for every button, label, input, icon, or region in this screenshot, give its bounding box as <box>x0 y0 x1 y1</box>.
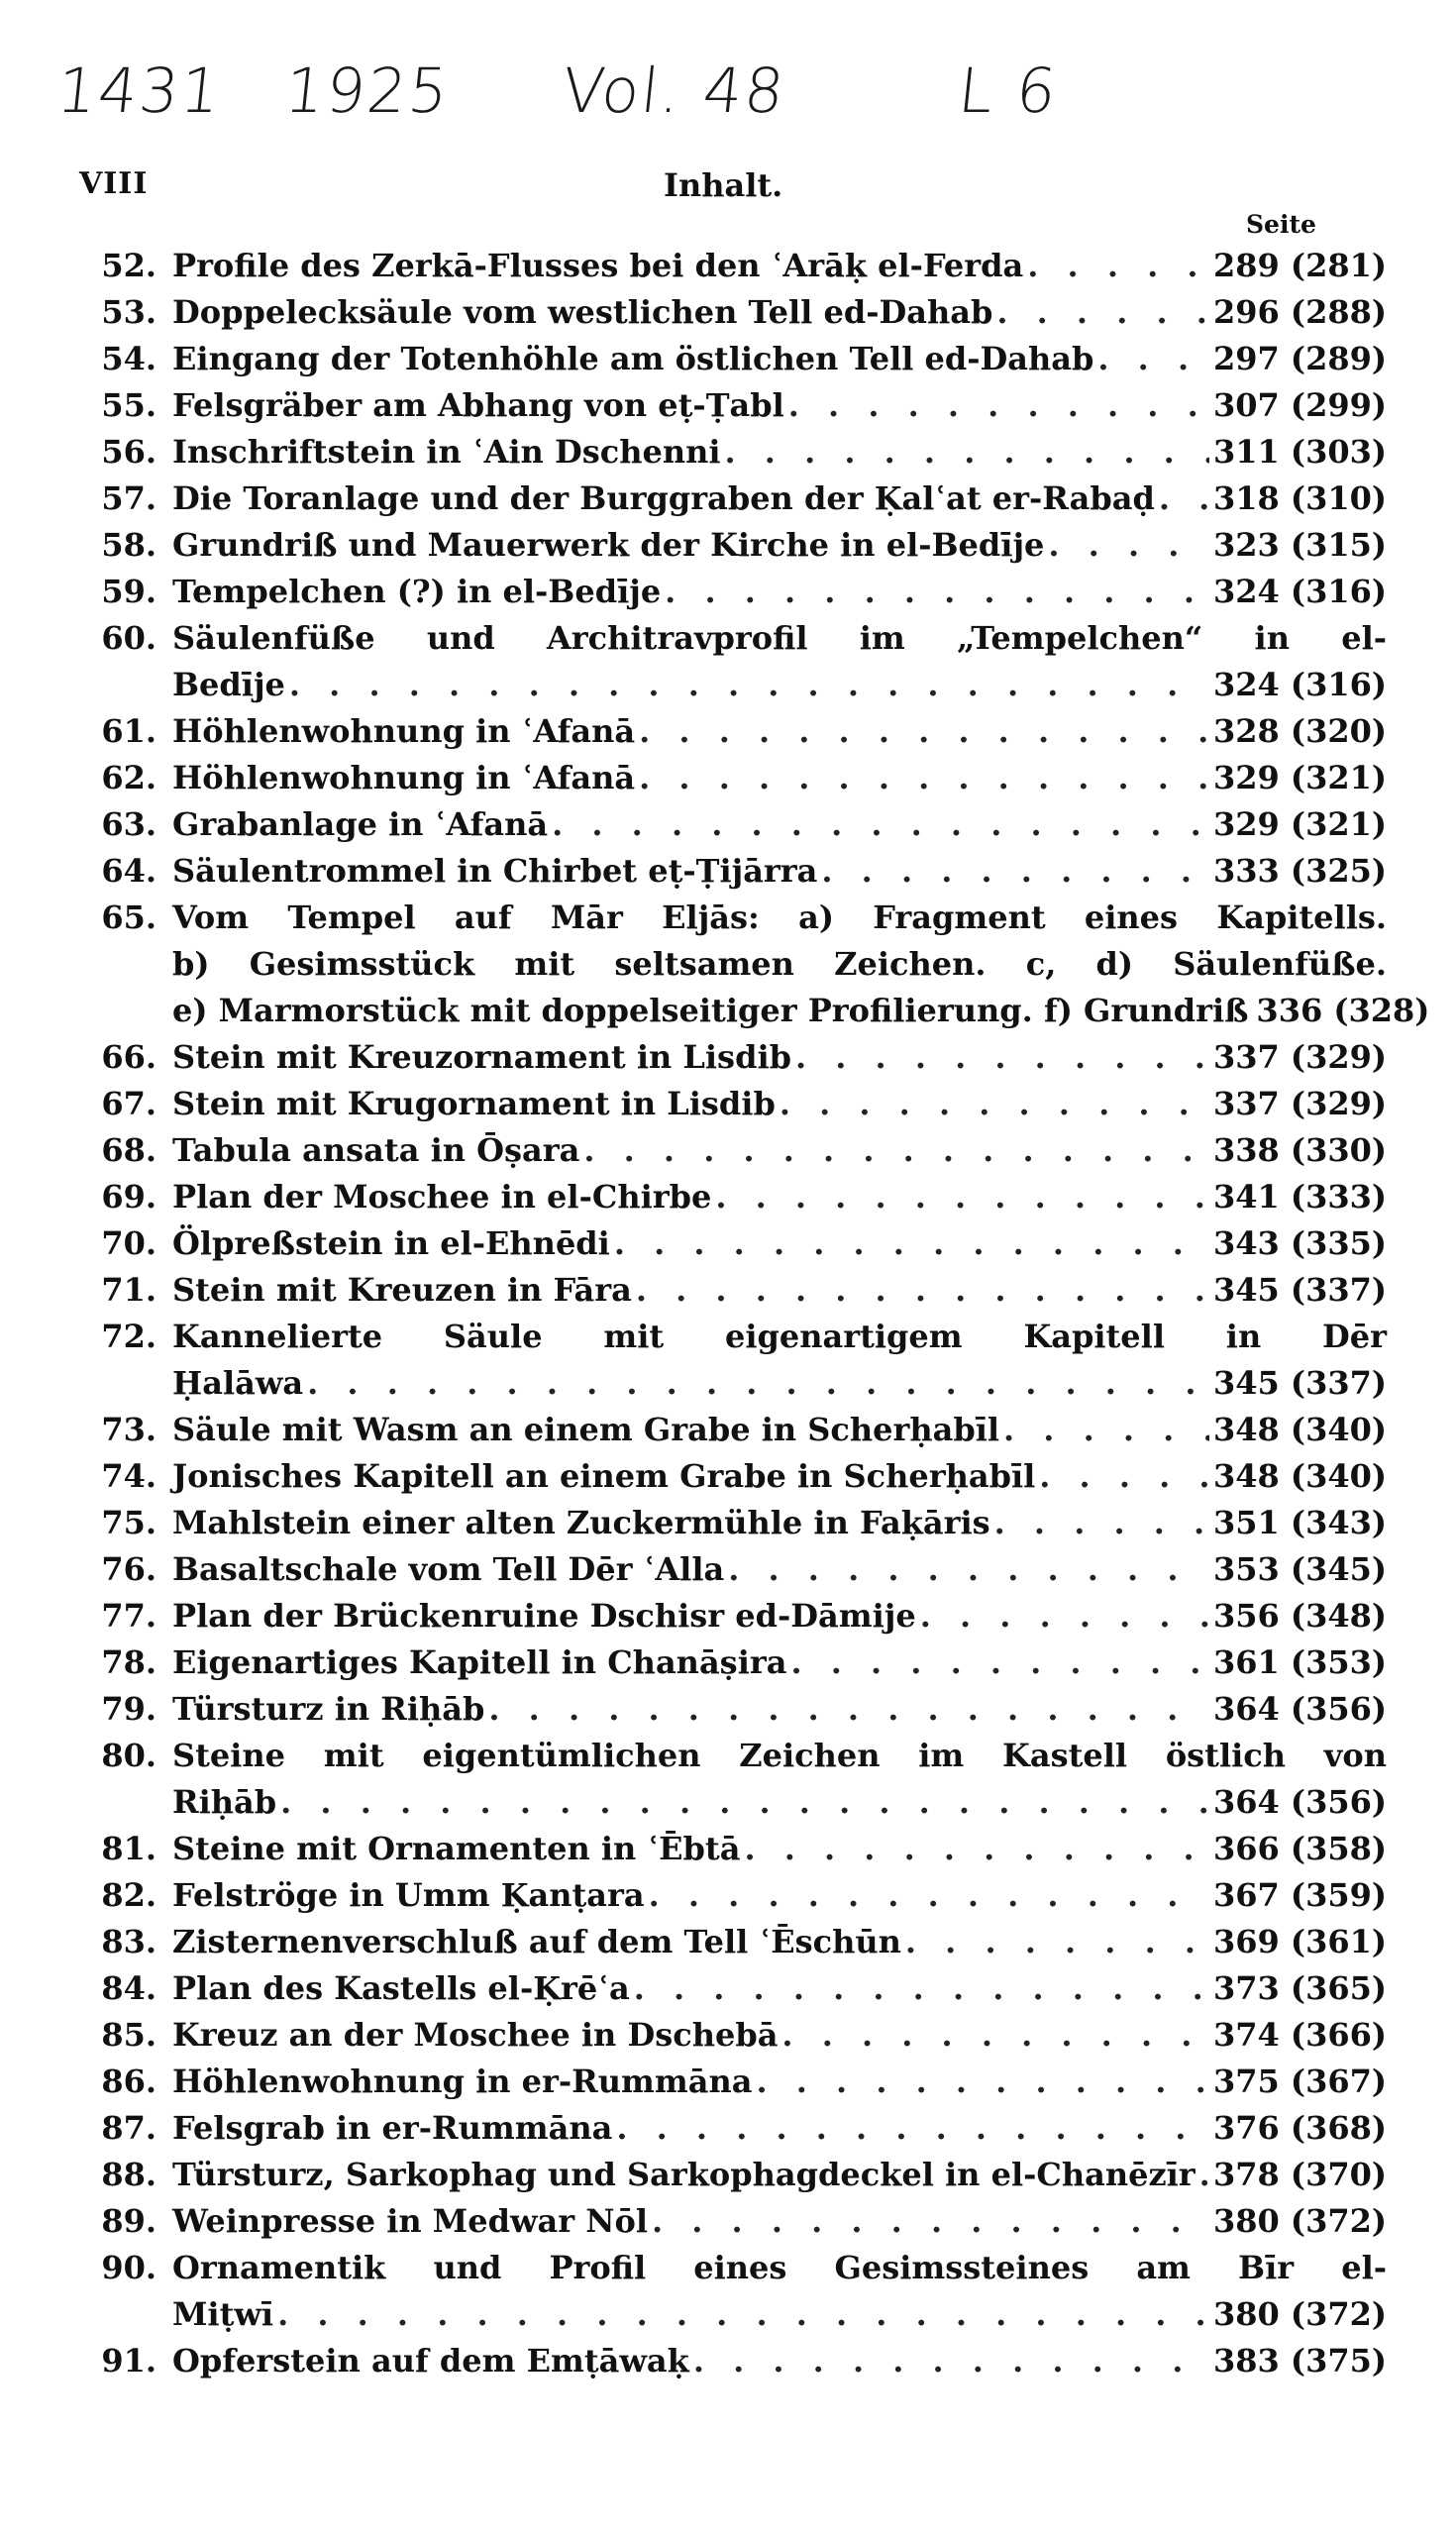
entry-page-ref: 380 (372) <box>1212 2202 1387 2240</box>
dot-leader <box>994 1500 1209 1546</box>
entry-number: 89. <box>101 2202 156 2240</box>
entry-title-line: b) Gesimsstück mit seltsamen Zeichen. c, d) Säulenfüße. <box>172 945 1387 983</box>
entry-number: 78. <box>101 1643 156 1681</box>
list-item <box>69 2059 1387 2105</box>
entry-body <box>172 1500 1387 1546</box>
entry-page-ref: 373 (365) <box>1212 1969 1387 2007</box>
entry-body <box>172 1733 1387 1826</box>
entry-body <box>172 1267 1387 1314</box>
entry-title-line: Steine mit Ornamenten in ʿĒbtā <box>172 1830 741 1867</box>
list-item <box>69 755 1387 801</box>
dot-leader <box>614 1220 1209 1267</box>
entry-title-line: Kreuz an der Moschee in Dschebā <box>172 2016 779 2054</box>
entry-number: 85. <box>101 2016 156 2054</box>
entry-number: 72. <box>101 1318 156 1355</box>
entry-title-line: Höhlenwohnung in ʿAfanā <box>172 712 636 750</box>
dot-leader <box>1027 243 1209 289</box>
dot-leader <box>634 1965 1209 2012</box>
entry-page-ref: 351 (343) <box>1212 1504 1387 1541</box>
entry-title-line: Profile des Zerkā-Flusses bei den ʿArāḳ el-Ferda <box>172 247 1024 284</box>
entry-page-ref: 337 (329) <box>1212 1085 1387 1122</box>
list-item <box>69 2012 1387 2059</box>
entry-body <box>172 2059 1387 2105</box>
dot-leader <box>920 1593 1209 1640</box>
entry-body <box>172 1826 1387 1872</box>
list-item <box>69 1546 1387 1593</box>
entry-number: 53. <box>101 293 156 331</box>
list-item <box>69 2245 1387 2338</box>
dot-leader <box>728 1546 1209 1593</box>
entry-title-line: Grabanlage in ʿAfanā <box>172 805 549 843</box>
list-item <box>69 848 1387 895</box>
entry-page-ref: 324 (316) <box>1212 573 1387 610</box>
entry-title-line: Tabula ansata in Ōṣara <box>172 1131 580 1169</box>
entry-number: 88. <box>101 2156 156 2193</box>
entry-title-line: Zisternenverschluß auf dem Tell ʿĒschūn <box>172 1923 901 1960</box>
entry-page-ref: 345 (337) <box>1212 1364 1387 1402</box>
list-item <box>69 1500 1387 1546</box>
entry-title-line: Felströge in Umm Ḳanṭara <box>172 1876 645 1914</box>
entry-title-line: e) Marmorstück mit doppelseitiger Profilierung. f) Grundriß <box>172 992 1249 1029</box>
entry-body <box>172 1081 1387 1127</box>
dot-leader <box>996 289 1209 336</box>
entry-page-ref: 311 (303) <box>1212 433 1387 471</box>
dot-leader <box>639 755 1209 801</box>
entry-number: 57. <box>101 479 156 517</box>
list-item <box>69 569 1387 615</box>
entry-page-ref: 356 (348) <box>1212 1597 1387 1635</box>
list-item <box>69 2338 1387 2384</box>
dot-leader <box>652 2198 1209 2245</box>
dot-leader <box>1159 476 1209 522</box>
entry-body <box>172 895 1430 1034</box>
entry-page-ref: 364 (356) <box>1212 1690 1387 1728</box>
dot-leader <box>788 382 1209 429</box>
list-item <box>69 2198 1387 2245</box>
dot-leader <box>280 1779 1209 1826</box>
list-item <box>69 2105 1387 2152</box>
list-item <box>69 429 1387 476</box>
entry-page-ref: 380 (372) <box>1212 2295 1387 2333</box>
list-item <box>69 1965 1387 2012</box>
entry-body <box>172 1220 1387 1267</box>
dot-leader <box>616 2105 1209 2152</box>
handwritten-number: 1431 <box>53 54 226 127</box>
entry-number: 83. <box>101 1923 156 1960</box>
entry-number: 64. <box>101 852 156 890</box>
entry-body <box>172 429 1387 476</box>
entry-title-line: Tempelchen (?) in el-Bedīje <box>172 573 662 610</box>
entry-page-ref: 297 (289) <box>1212 340 1387 377</box>
entry-page-ref: 348 (340) <box>1212 1457 1387 1495</box>
list-item <box>69 1407 1387 1453</box>
dot-leader <box>790 1640 1209 1686</box>
entry-page-ref: 366 (358) <box>1212 1830 1387 1867</box>
page-number: VIII <box>79 166 149 201</box>
entry-number: 74. <box>101 1457 156 1495</box>
entry-body <box>172 615 1387 708</box>
entry-page-ref: 323 (315) <box>1212 526 1387 564</box>
list-item <box>69 522 1387 569</box>
entry-body <box>172 2198 1387 2245</box>
entry-number: 82. <box>101 1876 156 1914</box>
entry-number: 66. <box>101 1038 156 1076</box>
entry-body <box>172 848 1387 895</box>
entry-page-ref: 383 (375) <box>1212 2342 1387 2380</box>
dot-leader <box>756 2059 1209 2105</box>
entry-body <box>172 801 1387 848</box>
dot-leader <box>583 1127 1209 1174</box>
entry-title-line: Grundriß und Mauerwerk der Kirche in el-Bedīje <box>172 526 1045 564</box>
dot-leader <box>781 2012 1209 2059</box>
entry-page-ref: 296 (288) <box>1212 293 1387 331</box>
entry-title-line: Stein mit Kreuzornament in Lisdib <box>172 1038 791 1076</box>
entry-body <box>172 1314 1387 1407</box>
entry-number: 65. <box>101 899 156 936</box>
list-item <box>69 615 1387 708</box>
entry-title-line: Vom Tempel auf Mār Eljās: a) Fragment eines Kapitells. <box>172 899 1387 936</box>
list-item <box>69 1267 1387 1314</box>
entry-number: 75. <box>101 1504 156 1541</box>
entry-title-line: Weinpresse in Medwar Nōl <box>172 2202 648 2240</box>
entry-title-line: Bedīje <box>172 666 285 703</box>
dot-leader <box>795 1034 1209 1081</box>
entry-body <box>172 336 1387 382</box>
entry-number: 59. <box>101 573 156 610</box>
dot-leader <box>693 2338 1209 2384</box>
dot-leader <box>1097 336 1209 382</box>
list-item <box>69 1081 1387 1127</box>
entry-title-line: Säule mit Wasm an einem Grabe in Scherḥabīl <box>172 1411 1000 1448</box>
dot-leader <box>552 801 1209 848</box>
entry-title-line: Eingang der Totenhöhle am östlichen Tell ed-Dahab <box>172 340 1094 377</box>
entry-page-ref: 348 (340) <box>1212 1411 1387 1448</box>
dot-leader <box>780 1081 1209 1127</box>
entry-title-line: Basaltschale vom Tell Dēr ʿAlla <box>172 1550 725 1588</box>
list-item <box>69 708 1387 755</box>
entry-page-ref: 329 (321) <box>1212 759 1387 796</box>
list-item <box>69 801 1387 848</box>
entry-title-line: Ölpreßstein in el-Ehnēdi <box>172 1224 610 1262</box>
dot-leader <box>488 1686 1209 1733</box>
entry-body <box>172 1174 1387 1220</box>
entry-title-line: Riḥāb <box>172 1783 277 1821</box>
entry-title-line: Stein mit Kreuzen in Fāra <box>172 1271 632 1309</box>
entry-title-line: Felsgrab in er-Rummāna <box>172 2109 613 2147</box>
list-item <box>69 476 1387 522</box>
list-item <box>69 1872 1387 1919</box>
dot-leader <box>277 2291 1209 2338</box>
entry-body <box>172 708 1387 755</box>
list-item <box>69 336 1387 382</box>
dot-leader <box>307 1360 1209 1407</box>
dot-leader <box>905 1919 1209 1965</box>
entry-body <box>172 1919 1387 1965</box>
entry-body <box>172 2245 1387 2338</box>
entry-page-ref: 367 (359) <box>1212 1876 1387 1914</box>
dot-leader <box>636 1267 1209 1314</box>
entry-page-ref: 343 (335) <box>1212 1224 1387 1262</box>
entry-title-line: Miṭwī <box>172 2295 274 2333</box>
entry-page-ref: 333 (325) <box>1212 852 1387 890</box>
entry-number: 54. <box>101 340 156 377</box>
entry-number: 67. <box>101 1085 156 1122</box>
entry-body <box>172 1127 1387 1174</box>
list-item <box>69 1733 1387 1826</box>
dot-leader <box>665 569 1209 615</box>
dot-leader <box>649 1872 1209 1919</box>
dot-leader <box>821 848 1209 895</box>
list-item <box>69 1127 1387 1174</box>
entry-title-line: Ornamentik und Profil eines Gesimssteines am Bīr el- <box>172 2249 1387 2286</box>
entry-page-ref: 329 (321) <box>1212 805 1387 843</box>
entry-body <box>172 1407 1387 1453</box>
entry-title-line: Eigenartiges Kapitell in Chanāṣira <box>172 1643 787 1681</box>
entry-body <box>172 2152 1387 2198</box>
entry-body <box>172 1872 1387 1919</box>
entry-number: 71. <box>101 1271 156 1309</box>
entry-body <box>172 1593 1387 1640</box>
list-item <box>69 1174 1387 1220</box>
entry-title-line: Jonisches Kapitell an einem Grabe in Scherḥabīl <box>172 1457 1036 1495</box>
dot-leader <box>1199 2152 1209 2198</box>
page-title: Inhalt. <box>664 166 783 204</box>
entry-number: 69. <box>101 1178 156 1216</box>
handwritten-shelfmark: L 6 <box>955 54 1062 127</box>
entry-page-ref: 374 (366) <box>1212 2016 1387 2054</box>
entry-number: 81. <box>101 1830 156 1867</box>
entry-page-ref: 369 (361) <box>1212 1923 1387 1960</box>
entry-body <box>172 1546 1387 1593</box>
entry-page-ref: 289 (281) <box>1212 247 1387 284</box>
entry-number: 56. <box>101 433 156 471</box>
entry-title-line: Kannelierte Säule mit eigenartigem Kapitell in Dēr <box>172 1318 1387 1355</box>
dot-leader <box>289 662 1209 708</box>
handwritten-year: 1925 <box>281 54 454 127</box>
dot-leader <box>639 708 1209 755</box>
entry-body <box>172 1686 1387 1733</box>
entry-title-line: Plan des Kastells el-Ḳrēʿa <box>172 1969 630 2007</box>
entry-number: 84. <box>101 1969 156 2007</box>
entry-title-line: Mahlstein einer alten Zuckermühle in Faḳāris <box>172 1504 990 1541</box>
entry-number: 80. <box>101 1737 156 1774</box>
handwritten-volume: Vol. 48 <box>559 54 789 127</box>
entry-body <box>172 243 1387 289</box>
entry-page-ref: 378 (370) <box>1212 2156 1387 2193</box>
entry-number: 79. <box>101 1690 156 1728</box>
entry-body <box>172 2338 1387 2384</box>
entry-body <box>172 1965 1387 2012</box>
list-item <box>69 1034 1387 1081</box>
entry-title-line: Plan der Moschee in el-Chirbe <box>172 1178 712 1216</box>
list-item <box>69 1314 1387 1407</box>
entry-title-line: Steine mit eigentümlichen Zeichen im Kastell östlich von <box>172 1737 1387 1774</box>
entry-number: 62. <box>101 759 156 796</box>
dot-leader <box>1048 522 1209 569</box>
entry-page-ref: 345 (337) <box>1212 1271 1387 1309</box>
entry-body <box>172 1640 1387 1686</box>
entry-number: 68. <box>101 1131 156 1169</box>
entry-title-line: Säulentrommel in Chirbet eṭ-Ṭijārra <box>172 852 818 890</box>
dot-leader <box>725 429 1209 476</box>
list-item <box>69 1593 1387 1640</box>
list-item <box>69 1453 1387 1500</box>
list-item <box>69 895 1430 1034</box>
list-item <box>69 1220 1387 1267</box>
dot-leader <box>744 1826 1209 1872</box>
list-item <box>69 1640 1387 1686</box>
entry-number: 73. <box>101 1411 156 1448</box>
entry-number: 90. <box>101 2249 156 2286</box>
list-item <box>69 243 1387 289</box>
entry-page-ref: 341 (333) <box>1212 1178 1387 1216</box>
entry-page-ref: 364 (356) <box>1212 1783 1387 1821</box>
entry-page-ref: 318 (310) <box>1212 479 1387 517</box>
list-item <box>69 1919 1387 1965</box>
entry-number: 77. <box>101 1597 156 1635</box>
entry-title-line: Höhlenwohnung in er-Rummāna <box>172 2063 753 2100</box>
entry-number: 60. <box>101 619 156 657</box>
entry-page-ref: 324 (316) <box>1212 666 1387 703</box>
entry-body <box>172 1034 1387 1081</box>
entry-title-line: Ḥalāwa <box>172 1364 304 1402</box>
dot-leader <box>1003 1407 1209 1453</box>
entry-title-line: Türsturz, Sarkophag und Sarkophagdeckel in el-Chanēzīr <box>172 2156 1196 2193</box>
entry-title-line: Plan der Brückenruine Dschisr ed-Dāmije <box>172 1597 916 1635</box>
entry-body <box>172 476 1387 522</box>
list-item <box>69 2152 1387 2198</box>
entry-number: 63. <box>101 805 156 843</box>
entry-body <box>172 569 1387 615</box>
entry-body <box>172 755 1387 801</box>
dot-leader <box>1039 1453 1209 1500</box>
entry-body <box>172 382 1387 429</box>
list-item <box>69 382 1387 429</box>
handwritten-catalog-note <box>53 54 1147 144</box>
entry-title-line: Stein mit Krugornament in Lisdib <box>172 1085 776 1122</box>
entry-title-line: Felsgräber am Abhang von eṭ-Ṭabl <box>172 386 784 424</box>
entry-body <box>172 289 1387 336</box>
entry-number: 87. <box>101 2109 156 2147</box>
entry-title-line: Opferstein auf dem Emṭāwaḳ <box>172 2342 689 2380</box>
entry-number: 70. <box>101 1224 156 1262</box>
entry-title-line: Die Toranlage und der Burggraben der Ḳalʿat er-Rabaḍ <box>172 479 1155 517</box>
list-item <box>69 1686 1387 1733</box>
contents-list <box>69 243 1430 2384</box>
entry-title-line: Doppelecksäule vom westlichen Tell ed-Dahab <box>172 293 993 331</box>
entry-body <box>172 2105 1387 2152</box>
entry-body <box>172 1453 1387 1500</box>
entry-page-ref: 328 (320) <box>1212 712 1387 750</box>
entry-page-ref: 338 (330) <box>1212 1131 1387 1169</box>
entry-title-line: Säulenfüße und Architravprofil im „Tempelchen“ in el- <box>172 619 1387 657</box>
column-label: Seite <box>1246 210 1316 239</box>
entry-number: 55. <box>101 386 156 424</box>
entry-page-ref: 353 (345) <box>1212 1550 1387 1588</box>
entry-title-line: Höhlenwohnung in ʿAfanā <box>172 759 636 796</box>
entry-number: 91. <box>101 2342 156 2380</box>
entry-page-ref: 361 (353) <box>1212 1643 1387 1681</box>
list-item <box>69 1826 1387 1872</box>
entry-page-ref: 376 (368) <box>1212 2109 1387 2147</box>
entry-body <box>172 2012 1387 2059</box>
entry-number: 52. <box>101 247 156 284</box>
entry-title-line: Türsturz in Riḥāb <box>172 1690 485 1728</box>
entry-number: 86. <box>101 2063 156 2100</box>
dot-leader <box>715 1174 1209 1220</box>
entry-number: 76. <box>101 1550 156 1588</box>
entry-page-ref: 307 (299) <box>1212 386 1387 424</box>
entry-page-ref: 375 (367) <box>1212 2063 1387 2100</box>
entry-page-ref: 336 (328) <box>1256 992 1430 1029</box>
entry-page-ref: 337 (329) <box>1212 1038 1387 1076</box>
entry-title-line: Inschriftstein in ʿAin Dschenni <box>172 433 721 471</box>
entry-number: 61. <box>101 712 156 750</box>
entry-body <box>172 522 1387 569</box>
list-item <box>69 289 1387 336</box>
entry-number: 58. <box>101 526 156 564</box>
